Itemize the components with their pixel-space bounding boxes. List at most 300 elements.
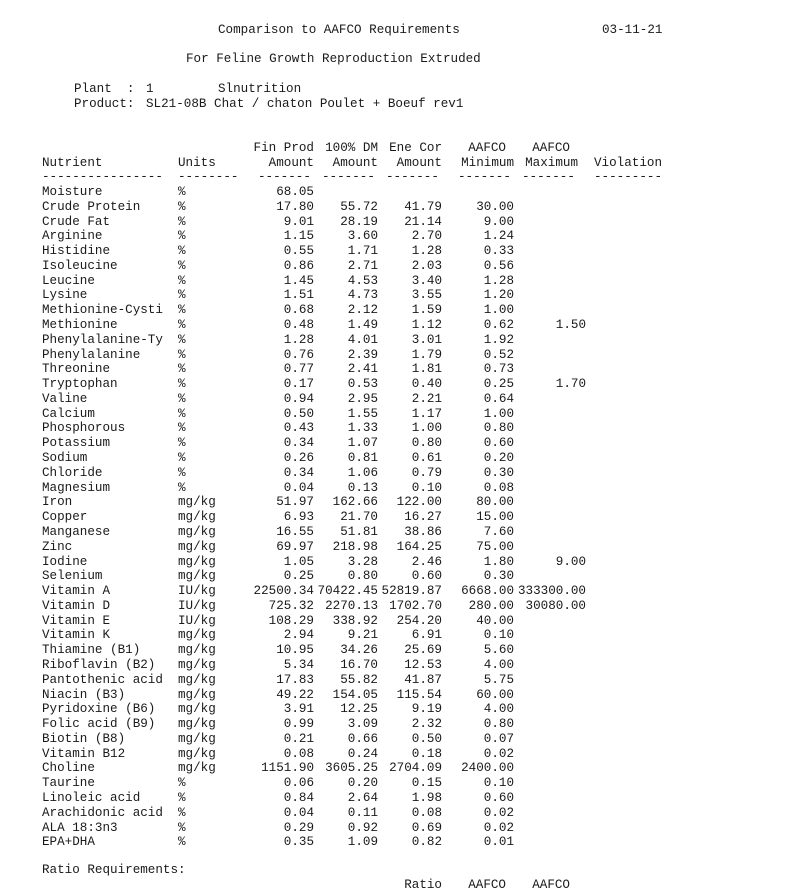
fin-prod-amount: 0.08 <box>283 747 314 761</box>
aafco-minimum: 0.07 <box>483 732 514 746</box>
aafco-minimum: 1.00 <box>483 407 514 421</box>
nutrient-units: mg/kg <box>178 569 216 583</box>
dash-ene-cor: ------- <box>386 170 439 184</box>
aafco-minimum: 6668.00 <box>461 584 514 598</box>
dash-fin-prod: ------- <box>258 170 311 184</box>
dm-amount: 0.92 <box>347 821 378 835</box>
nutrient-name: Thiamine (B1) <box>42 643 141 657</box>
nutrient-name: Magnesium <box>42 481 111 495</box>
ene-cor-amount: 0.61 <box>411 451 442 465</box>
aafco-minimum: 0.62 <box>483 318 514 332</box>
nutrient-units: % <box>178 348 186 362</box>
ene-cor-amount: 21.14 <box>404 215 442 229</box>
aafco-minimum: 60.00 <box>476 688 514 702</box>
nutrient-units: mg/kg <box>178 525 216 539</box>
aafco-minimum: 1.20 <box>483 288 514 302</box>
ene-cor-amount: 41.87 <box>404 673 442 687</box>
dm-amount: 0.80 <box>347 569 378 583</box>
nutrient-units: % <box>178 377 186 391</box>
fin-prod-amount: 1.15 <box>283 229 314 243</box>
dm-amount: 1.06 <box>347 466 378 480</box>
nutrient-name: Potassium <box>42 436 111 450</box>
dm-amount: 2.71 <box>347 259 378 273</box>
aafco-maximum: 1.50 <box>555 318 586 332</box>
dm-amount: 162.66 <box>332 495 378 509</box>
fin-prod-amount: 0.25 <box>283 569 314 583</box>
dash-units: -------- <box>178 170 239 184</box>
fin-prod-amount: 0.34 <box>283 436 314 450</box>
dm-amount: 28.19 <box>340 215 378 229</box>
aafco-minimum: 0.73 <box>483 362 514 376</box>
col-fin-prod-head-2: Amount <box>268 156 314 170</box>
nutrient-name: Vitamin E <box>42 614 111 628</box>
ene-cor-amount: 1.17 <box>411 407 442 421</box>
nutrient-units: % <box>178 244 186 258</box>
aafco-minimum: 0.01 <box>483 835 514 849</box>
aafco-maximum: 30080.00 <box>525 599 586 613</box>
dm-amount: 0.24 <box>347 747 378 761</box>
aafco-minimum: 1.80 <box>483 555 514 569</box>
nutrient-name: Calcium <box>42 407 95 421</box>
report-subtitle: For Feline Growth Reproduction Extruded <box>186 52 481 66</box>
nutrient-units: IU/kg <box>178 599 216 613</box>
ene-cor-amount: 122.00 <box>396 495 442 509</box>
aafco-minimum: 0.60 <box>483 791 514 805</box>
ene-cor-amount: 2704.09 <box>389 761 442 775</box>
report-title: Comparison to AAFCO Requirements <box>218 23 460 37</box>
nutrient-units: IU/kg <box>178 614 216 628</box>
ene-cor-amount: 2.21 <box>411 392 442 406</box>
dash-dm: ------- <box>322 170 375 184</box>
nutrient-units: mg/kg <box>178 495 216 509</box>
nutrient-name: Linoleic acid <box>42 791 141 805</box>
dm-amount: 1.07 <box>347 436 378 450</box>
dm-amount: 1.71 <box>347 244 378 258</box>
nutrient-name: Zinc <box>42 540 73 554</box>
nutrient-name: Chloride <box>42 466 103 480</box>
dm-amount: 0.81 <box>347 451 378 465</box>
fin-prod-amount: 0.76 <box>283 348 314 362</box>
dash-violation: --------- <box>594 170 663 184</box>
nutrient-name: EPA+DHA <box>42 835 95 849</box>
aafco-minimum: 4.00 <box>483 702 514 716</box>
fin-prod-amount: 5.34 <box>283 658 314 672</box>
aafco-minimum: 1.24 <box>483 229 514 243</box>
nutrient-units: mg/kg <box>178 702 216 716</box>
nutrient-units: % <box>178 451 186 465</box>
col-fin-prod-head-1: Fin Prod <box>253 141 314 155</box>
dm-amount: 338.92 <box>332 614 378 628</box>
aafco-minimum: 0.10 <box>483 776 514 790</box>
ene-cor-amount: 3.40 <box>411 274 442 288</box>
nutrient-name: Vitamin B12 <box>42 747 126 761</box>
aafco-minimum: 0.02 <box>483 747 514 761</box>
nutrient-units: % <box>178 466 186 480</box>
nutrient-name: Folic acid (B9) <box>42 717 156 731</box>
nutrient-name: Isoleucine <box>42 259 118 273</box>
nutrient-units: mg/kg <box>178 688 216 702</box>
ene-cor-amount: 3.55 <box>411 288 442 302</box>
nutrient-name: Phosphorous <box>42 421 126 435</box>
nutrient-units: % <box>178 274 186 288</box>
fin-prod-amount: 725.32 <box>268 599 314 613</box>
dm-amount: 4.01 <box>347 333 378 347</box>
fin-prod-amount: 68.05 <box>276 185 314 199</box>
ene-cor-amount: 25.69 <box>404 643 442 657</box>
dm-amount: 2.12 <box>347 303 378 317</box>
ene-cor-amount: 1.98 <box>411 791 442 805</box>
nutrient-units: mg/kg <box>178 761 216 775</box>
plant-value: 1 <box>146 82 154 96</box>
fin-prod-amount: 2.94 <box>283 628 314 642</box>
ene-cor-amount: 0.10 <box>411 481 442 495</box>
nutrient-name: Manganese <box>42 525 111 539</box>
col-aafco-max-head-1: AAFCO <box>532 141 570 155</box>
nutrient-name: Pyridoxine (B6) <box>42 702 156 716</box>
nutrient-name: Arginine <box>42 229 103 243</box>
aafco-minimum: 1.92 <box>483 333 514 347</box>
fin-prod-amount: 0.68 <box>283 303 314 317</box>
fin-prod-amount: 0.77 <box>283 362 314 376</box>
nutrient-name: Crude Fat <box>42 215 111 229</box>
ene-cor-amount: 254.20 <box>396 614 442 628</box>
ene-cor-amount: 0.60 <box>411 569 442 583</box>
dm-amount: 1.09 <box>347 835 378 849</box>
fin-prod-amount: 0.94 <box>283 392 314 406</box>
nutrient-units: % <box>178 185 186 199</box>
product-label: Product: <box>74 97 135 111</box>
nutrient-units: % <box>178 791 186 805</box>
aafco-minimum: 40.00 <box>476 614 514 628</box>
nutrient-units: % <box>178 835 186 849</box>
nutrient-units: % <box>178 333 186 347</box>
aafco-minimum: 1.00 <box>483 303 514 317</box>
nutrient-name: Selenium <box>42 569 103 583</box>
col-aafco-max-head-2: Maximum <box>525 156 578 170</box>
dm-amount: 4.53 <box>347 274 378 288</box>
col-nutrient-head: Nutrient <box>42 156 103 170</box>
nutrient-units: % <box>178 288 186 302</box>
ene-cor-amount: 0.08 <box>411 806 442 820</box>
dash-aafco-min: ------- <box>458 170 511 184</box>
aafco-minimum: 0.30 <box>483 569 514 583</box>
fin-prod-amount: 9.01 <box>283 215 314 229</box>
fin-prod-amount: 51.97 <box>276 495 314 509</box>
nutrient-name: Choline <box>42 761 95 775</box>
aafco-maximum: 333300.00 <box>517 584 586 598</box>
fin-prod-amount: 0.55 <box>283 244 314 258</box>
ene-cor-amount: 0.82 <box>411 835 442 849</box>
nutrient-name: Copper <box>42 510 88 524</box>
aafco-minimum: 4.00 <box>483 658 514 672</box>
dm-amount: 12.25 <box>340 702 378 716</box>
aafco-minimum: 0.20 <box>483 451 514 465</box>
ene-cor-amount: 38.86 <box>404 525 442 539</box>
nutrient-units: mg/kg <box>178 643 216 657</box>
fin-prod-amount: 0.04 <box>283 481 314 495</box>
ene-cor-amount: 3.01 <box>411 333 442 347</box>
fin-prod-amount: 0.17 <box>283 377 314 391</box>
ene-cor-amount: 1.59 <box>411 303 442 317</box>
ene-cor-amount: 2.03 <box>411 259 442 273</box>
nutrient-units: mg/kg <box>178 658 216 672</box>
aafco-minimum: 0.30 <box>483 466 514 480</box>
col-aafco-min-head-1: AAFCO <box>468 141 506 155</box>
dm-amount: 0.53 <box>347 377 378 391</box>
nutrient-name: Threonine <box>42 362 111 376</box>
aafco-minimum: 9.00 <box>483 215 514 229</box>
report-date: 03-11-21 <box>602 23 663 37</box>
aafco-minimum: 2400.00 <box>461 761 514 775</box>
dm-amount: 4.73 <box>347 288 378 302</box>
fin-prod-amount: 17.80 <box>276 200 314 214</box>
dm-amount: 70422.45 <box>317 584 378 598</box>
fin-prod-amount: 0.86 <box>283 259 314 273</box>
ene-cor-amount: 0.79 <box>411 466 442 480</box>
nutrient-units: % <box>178 318 186 332</box>
dm-amount: 0.13 <box>347 481 378 495</box>
aafco-minimum: 0.60 <box>483 436 514 450</box>
fin-prod-amount: 108.29 <box>268 614 314 628</box>
dm-amount: 55.72 <box>340 200 378 214</box>
ene-cor-amount: 0.18 <box>411 747 442 761</box>
ene-cor-amount: 0.80 <box>411 436 442 450</box>
aafco-maximum: 1.70 <box>555 377 586 391</box>
ene-cor-amount: 2.32 <box>411 717 442 731</box>
ene-cor-amount: 1.81 <box>411 362 442 376</box>
dm-amount: 55.82 <box>340 673 378 687</box>
dm-amount: 2270.13 <box>325 599 378 613</box>
dm-amount: 2.41 <box>347 362 378 376</box>
nutrient-name: Crude Protein <box>42 200 141 214</box>
ene-cor-amount: 41.79 <box>404 200 442 214</box>
nutrient-name: Arachidonic acid <box>42 806 163 820</box>
dm-amount: 51.81 <box>340 525 378 539</box>
fin-prod-amount: 0.34 <box>283 466 314 480</box>
fin-prod-amount: 10.95 <box>276 643 314 657</box>
nutrient-units: mg/kg <box>178 717 216 731</box>
fin-prod-amount: 0.99 <box>283 717 314 731</box>
aafco-minimum: 7.60 <box>483 525 514 539</box>
ratio-heading: Ratio Requirements: <box>42 863 186 877</box>
col-dm-head-1: 100% DM <box>325 141 378 155</box>
dm-amount: 1.33 <box>347 421 378 435</box>
aafco-minimum: 0.08 <box>483 481 514 495</box>
nutrient-units: mg/kg <box>178 628 216 642</box>
aafco-minimum: 0.56 <box>483 259 514 273</box>
nutrient-units: mg/kg <box>178 510 216 524</box>
nutrient-name: Taurine <box>42 776 95 790</box>
nutrient-name: Methionine-Cysti <box>42 303 163 317</box>
nutrient-name: Vitamin D <box>42 599 111 613</box>
nutrient-name: Vitamin K <box>42 628 111 642</box>
ene-cor-amount: 1.28 <box>411 244 442 258</box>
ene-cor-amount: 164.25 <box>396 540 442 554</box>
dm-amount: 3.60 <box>347 229 378 243</box>
fin-prod-amount: 0.04 <box>283 806 314 820</box>
ene-cor-amount: 9.19 <box>411 702 442 716</box>
fin-prod-amount: 69.97 <box>276 540 314 554</box>
fin-prod-amount: 0.35 <box>283 835 314 849</box>
ene-cor-amount: 0.50 <box>411 732 442 746</box>
nutrient-name: Methionine <box>42 318 118 332</box>
dm-amount: 0.20 <box>347 776 378 790</box>
nutrient-units: % <box>178 821 186 835</box>
nutrient-units: % <box>178 303 186 317</box>
fin-prod-amount: 22500.34 <box>253 584 314 598</box>
dm-amount: 154.05 <box>332 688 378 702</box>
aafco-minimum: 80.00 <box>476 495 514 509</box>
fin-prod-amount: 1151.90 <box>261 761 314 775</box>
fin-prod-amount: 1.28 <box>283 333 314 347</box>
ene-cor-amount: 2.46 <box>411 555 442 569</box>
fin-prod-amount: 3.91 <box>283 702 314 716</box>
nutrient-name: Valine <box>42 392 88 406</box>
fin-prod-amount: 0.48 <box>283 318 314 332</box>
dm-amount: 0.66 <box>347 732 378 746</box>
nutrient-units: mg/kg <box>178 540 216 554</box>
ene-cor-amount: 12.53 <box>404 658 442 672</box>
nutrient-name: Iodine <box>42 555 88 569</box>
nutrient-units: % <box>178 229 186 243</box>
aafco-minimum: 0.80 <box>483 421 514 435</box>
ene-cor-amount: 52819.87 <box>381 584 442 598</box>
ratio-col-ratio-head: Ratio <box>404 878 442 892</box>
dash-nutrient: ---------------- <box>42 170 163 184</box>
nutrient-units: % <box>178 362 186 376</box>
aafco-minimum: 75.00 <box>476 540 514 554</box>
nutrient-name: Histidine <box>42 244 111 258</box>
nutrient-name: Lysine <box>42 288 88 302</box>
col-violation-head: Violation <box>594 156 663 170</box>
aafco-minimum: 0.33 <box>483 244 514 258</box>
dm-amount: 34.26 <box>340 643 378 657</box>
aafco-minimum: 0.52 <box>483 348 514 362</box>
nutrient-units: % <box>178 806 186 820</box>
nutrient-name: Phenylalanine-Ty <box>42 333 163 347</box>
nutrient-units: mg/kg <box>178 732 216 746</box>
ene-cor-amount: 115.54 <box>396 688 442 702</box>
nutrient-name: Riboflavin (B2) <box>42 658 156 672</box>
fin-prod-amount: 1.45 <box>283 274 314 288</box>
nutrient-units: % <box>178 421 186 435</box>
fin-prod-amount: 16.55 <box>276 525 314 539</box>
aafco-minimum: 0.02 <box>483 821 514 835</box>
aafco-minimum: 1.28 <box>483 274 514 288</box>
ene-cor-amount: 16.27 <box>404 510 442 524</box>
col-dm-head-2: Amount <box>332 156 378 170</box>
nutrient-name: Vitamin A <box>42 584 111 598</box>
dm-amount: 2.39 <box>347 348 378 362</box>
nutrient-units: % <box>178 392 186 406</box>
nutrient-name: Phenylalanine <box>42 348 141 362</box>
aafco-minimum: 0.64 <box>483 392 514 406</box>
nutrient-name: Sodium <box>42 451 88 465</box>
ene-cor-amount: 0.69 <box>411 821 442 835</box>
fin-prod-amount: 0.43 <box>283 421 314 435</box>
fin-prod-amount: 6.93 <box>283 510 314 524</box>
fin-prod-amount: 17.83 <box>276 673 314 687</box>
fin-prod-amount: 0.06 <box>283 776 314 790</box>
nutrient-units: IU/kg <box>178 584 216 598</box>
dm-amount: 16.70 <box>340 658 378 672</box>
col-aafco-min-head-2: Minimum <box>461 156 514 170</box>
fin-prod-amount: 0.29 <box>283 821 314 835</box>
plant-name: Slnutrition <box>218 82 302 96</box>
dm-amount: 1.55 <box>347 407 378 421</box>
dm-amount: 2.64 <box>347 791 378 805</box>
dm-amount: 1.49 <box>347 318 378 332</box>
aafco-minimum: 0.25 <box>483 377 514 391</box>
nutrient-name: Niacin (B3) <box>42 688 126 702</box>
aafco-minimum: 0.80 <box>483 717 514 731</box>
nutrient-units: % <box>178 259 186 273</box>
plant-label: Plant : <box>74 82 135 96</box>
dm-amount: 9.21 <box>347 628 378 642</box>
ene-cor-amount: 1.00 <box>411 421 442 435</box>
nutrient-units: % <box>178 200 186 214</box>
fin-prod-amount: 49.22 <box>276 688 314 702</box>
nutrient-name: Moisture <box>42 185 103 199</box>
dm-amount: 2.95 <box>347 392 378 406</box>
nutrient-units: mg/kg <box>178 555 216 569</box>
aafco-minimum: 280.00 <box>468 599 514 613</box>
dm-amount: 21.70 <box>340 510 378 524</box>
ratio-col-min-head: AAFCO <box>468 878 506 892</box>
ene-cor-amount: 0.40 <box>411 377 442 391</box>
col-ene-cor-head-2: Amount <box>396 156 442 170</box>
nutrient-units: % <box>178 776 186 790</box>
dm-amount: 3.28 <box>347 555 378 569</box>
ene-cor-amount: 6.91 <box>411 628 442 642</box>
nutrient-name: Biotin (B8) <box>42 732 126 746</box>
aafco-minimum: 15.00 <box>476 510 514 524</box>
ratio-col-max-head: AAFCO <box>532 878 570 892</box>
dm-amount: 218.98 <box>332 540 378 554</box>
aafco-minimum: 5.75 <box>483 673 514 687</box>
dm-amount: 0.11 <box>347 806 378 820</box>
nutrient-name: Pantothenic acid <box>42 673 163 687</box>
nutrient-units: % <box>178 481 186 495</box>
nutrient-units: mg/kg <box>178 747 216 761</box>
aafco-minimum: 0.02 <box>483 806 514 820</box>
aafco-minimum: 5.60 <box>483 643 514 657</box>
nutrient-name: Leucine <box>42 274 95 288</box>
ene-cor-amount: 1.12 <box>411 318 442 332</box>
ene-cor-amount: 2.70 <box>411 229 442 243</box>
aafco-minimum: 0.10 <box>483 628 514 642</box>
nutrient-units: % <box>178 436 186 450</box>
fin-prod-amount: 1.05 <box>283 555 314 569</box>
nutrient-units: % <box>178 407 186 421</box>
dm-amount: 3605.25 <box>325 761 378 775</box>
aafco-minimum: 30.00 <box>476 200 514 214</box>
ene-cor-amount: 1.79 <box>411 348 442 362</box>
aafco-maximum: 9.00 <box>555 555 586 569</box>
nutrient-units: mg/kg <box>178 673 216 687</box>
nutrient-name: Tryptophan <box>42 377 118 391</box>
fin-prod-amount: 1.51 <box>283 288 314 302</box>
dash-aafco-max: ------- <box>522 170 575 184</box>
ene-cor-amount: 1702.70 <box>389 599 442 613</box>
nutrient-name: ALA 18:3n3 <box>42 821 118 835</box>
product-value: SL21-08B Chat / chaton Poulet + Boeuf rev1 <box>146 97 464 111</box>
fin-prod-amount: 0.21 <box>283 732 314 746</box>
nutrient-units: % <box>178 215 186 229</box>
ene-cor-amount: 0.15 <box>411 776 442 790</box>
nutrient-name: Iron <box>42 495 73 509</box>
col-units-head: Units <box>178 156 216 170</box>
